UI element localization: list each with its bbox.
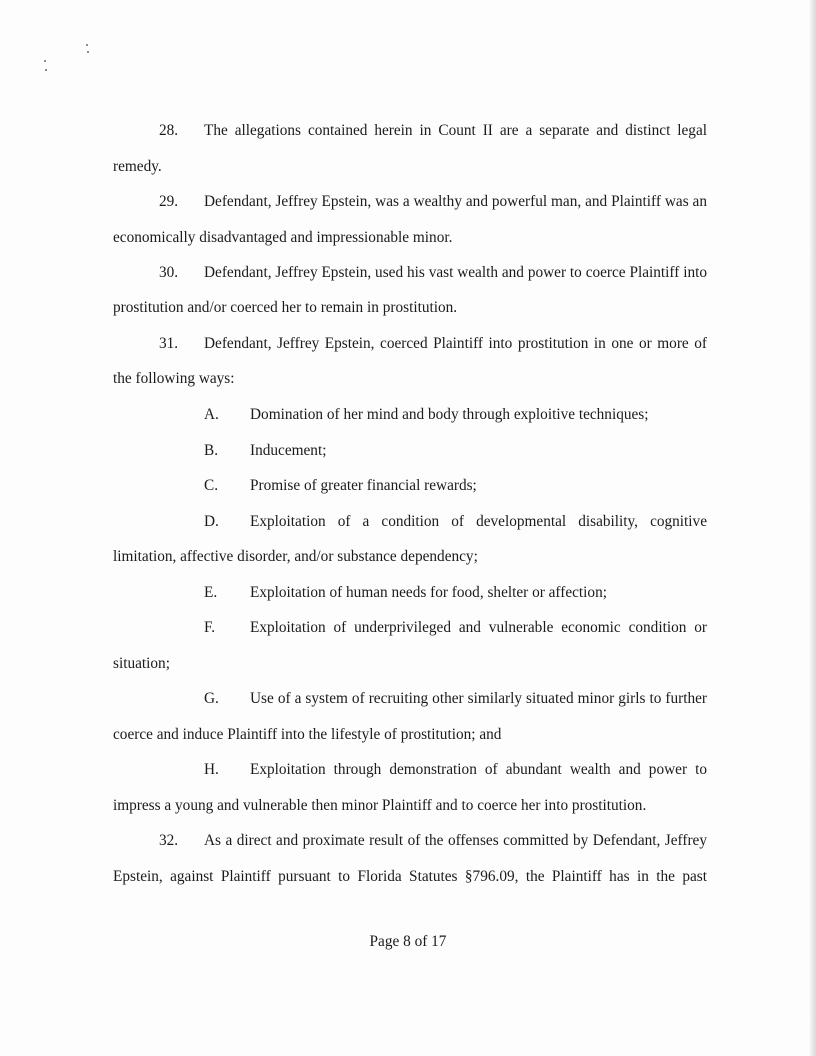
list-item-text: Domination of her mind and body through exploitive techniques;: [250, 406, 649, 423]
paragraph-number: 29.: [159, 193, 179, 210]
list-item-letter: G.: [204, 690, 219, 707]
paragraph-number: 30.: [159, 264, 179, 281]
scan-speck: [86, 44, 88, 46]
paragraph-text-line: Defendant, Jeffrey Epstein, coerced Plaintiff into prostitution in one or more of: [204, 335, 707, 352]
paragraph-text-line: prostitution and/or coerced her to remain in prostitution.: [113, 299, 458, 316]
paragraph-text-line: remedy.: [113, 158, 162, 175]
list-item-text: Exploitation of underprivileged and vulnerable economic condition or: [250, 619, 707, 636]
paragraph-number: 32.: [159, 832, 179, 849]
list-item-letter: H.: [204, 761, 219, 778]
paragraph-text-line: Defendant, Jeffrey Epstein, used his vast wealth and power to coerce Plaintiff into: [204, 264, 707, 281]
paragraph-text-line: the following ways:: [113, 370, 235, 387]
paragraph-text-line: economically disadvantaged and impressionable minor.: [113, 229, 453, 246]
paragraph-text-line: As a direct and proximate result of the offenses committed by Defendant, Jeffrey: [204, 832, 707, 849]
list-item-letter: B.: [204, 442, 219, 459]
list-item-text: limitation, affective disorder, and/or substance dependency;: [113, 548, 478, 565]
list-item-letter: A.: [204, 406, 219, 423]
list-item-text: coerce and induce Plaintiff into the lifestyle of prostitution; and: [113, 726, 502, 743]
list-item-letter: C.: [204, 477, 219, 494]
scan-speck: [87, 51, 89, 53]
list-item-text: Exploitation through demonstration of abundant wealth and power to: [250, 761, 707, 778]
list-item-text: Exploitation of human needs for food, shelter or affection;: [250, 584, 607, 601]
list-item-letter: D.: [204, 513, 219, 530]
list-item-text: situation;: [113, 655, 170, 672]
paragraph-number: 28.: [159, 122, 179, 139]
list-item-text: Exploitation of a condition of developmental disability, cognitive: [250, 513, 707, 530]
paragraph-text-line: The allegations contained herein in Count II are a separate and distinct legal: [204, 122, 707, 139]
page-number-footer: Page 8 of 17: [369, 933, 447, 950]
list-item-text: Use of a system of recruiting other similarly situated minor girls to further: [250, 690, 707, 707]
list-item-letter: F.: [204, 619, 216, 636]
scan-speck: [45, 69, 47, 71]
list-item-letter: E.: [204, 584, 218, 601]
paragraph-number: 31.: [159, 335, 179, 352]
list-item-text: Promise of greater financial rewards;: [250, 477, 477, 494]
paragraph-text-line: Epstein, against Plaintiff pursuant to Florida Statutes §796.09, the Plaintiff has in the past: [113, 868, 707, 885]
scan-edge-shadow: [810, 0, 816, 1056]
list-item-text: Inducement;: [250, 442, 327, 459]
list-item-text: impress a young and vulnerable then minor Plaintiff and to coerce her into prostitution.: [113, 797, 647, 814]
paragraph-text-line: Defendant, Jeffrey Epstein, was a wealthy and powerful man, and Plaintiff was an: [204, 193, 707, 210]
scan-speck: [44, 60, 46, 62]
